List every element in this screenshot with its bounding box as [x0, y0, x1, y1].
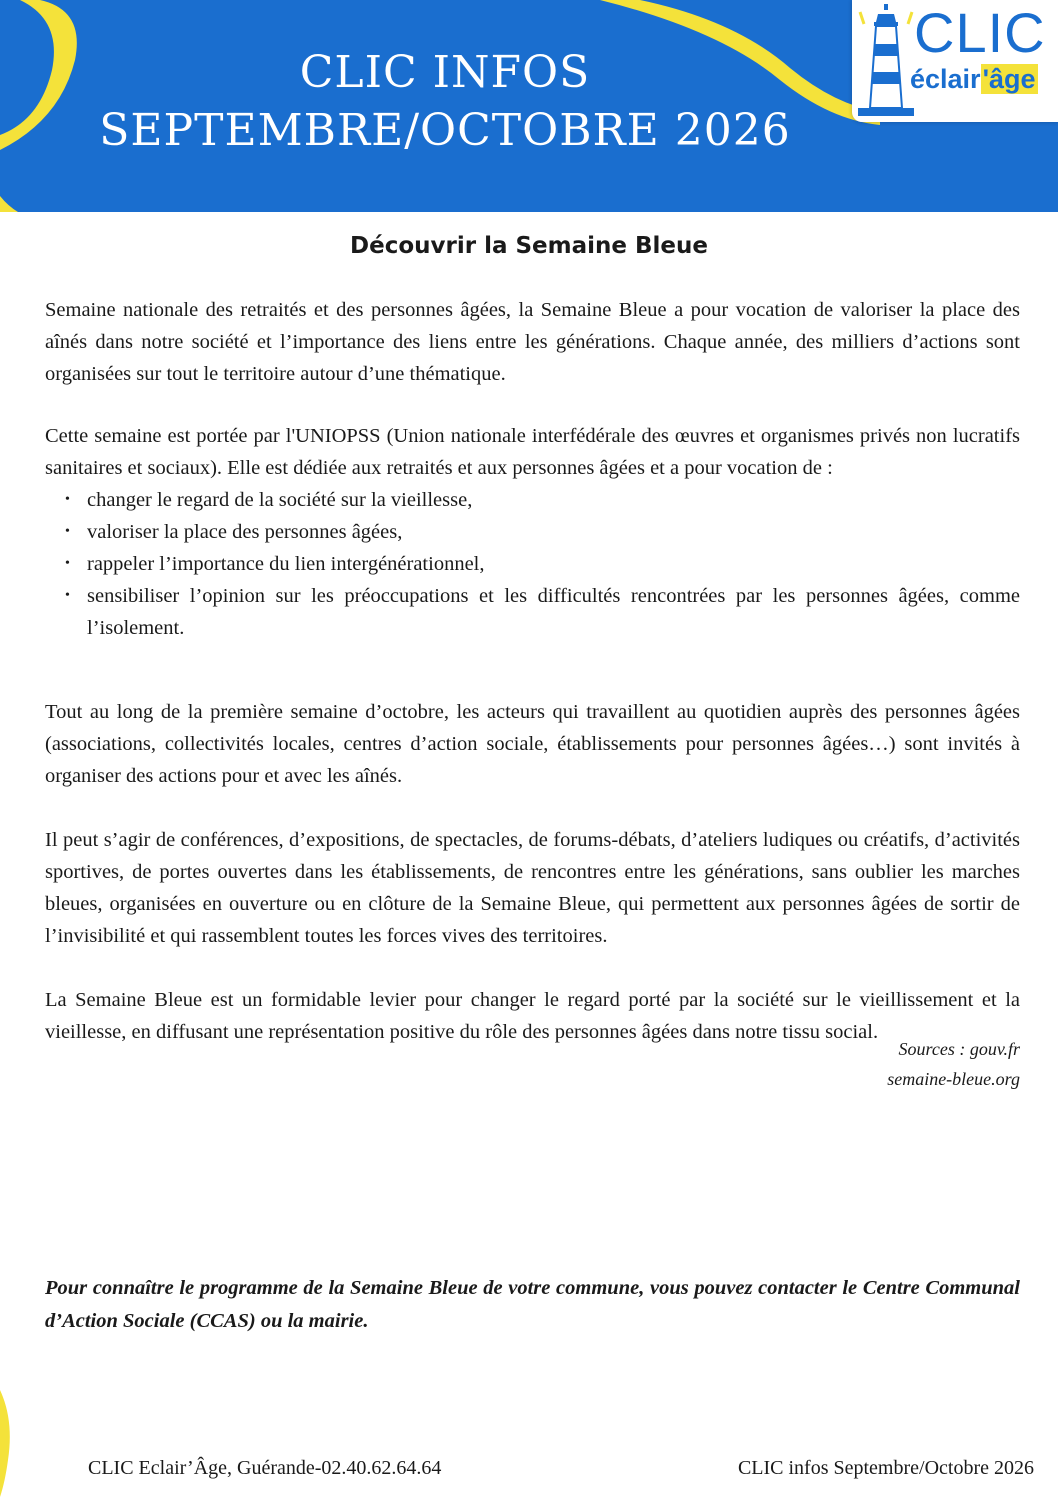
sources-line-2: semaine-bleue.org [887, 1069, 1020, 1089]
logo-subtitle [910, 64, 1038, 94]
sources [887, 1034, 1020, 1094]
list-item [65, 516, 1020, 548]
list-item-text: rappeler l’importance du lien intergénérationnel, [87, 553, 485, 575]
list-item-text: sensibiliser l’opinion sur les préoccupations et les difficultés rencontrées par les personnes âgées, comme l’isolement. [87, 585, 1020, 639]
clic-logo [852, 0, 1058, 122]
footer-edition: CLIC infos Septembre/Octobre 2026 [737, 1457, 1034, 1479]
list-item [65, 580, 1020, 644]
article-title: Découvrir la Semaine Bleue [350, 233, 708, 259]
bullet-icon: • [65, 556, 70, 571]
footer-contact: CLIC Eclair’Âge, Guérande-02.40.62.64.64 [88, 1457, 442, 1479]
bullet-icon: • [65, 492, 70, 507]
logo-clic-text: CLIC [914, 1, 1046, 64]
paragraph-activities: Il peut s’agir de conférences, d’expositions, de spectacles, de forums-débats, d’ateliers ludiques ou créatifs, d’activités sportives, de portes ouvertes dans les établissements, de rencontres entre les générations, sans oublier les marches bleues, organisées en ouverture ou en clôture de la Semaine Bleue, qui permettent aux personnes âgées de sortir de l’invisibilité et qui rassemblent toutes les forces vives des territoires. [45, 829, 1020, 947]
list-item-text: valoriser la place des personnes âgées, [87, 521, 403, 543]
list-item [65, 484, 1020, 516]
bullet-icon: • [65, 588, 70, 603]
article-body [45, 294, 1020, 1048]
lighthouse-icon [858, 4, 914, 116]
paragraph-intro: Semaine nationale des retraités et des personnes âgées, la Semaine Bleue a pour vocation de valoriser la place des aînés dans notre société et l’importance des liens entre les générations. Chaque année, des milliers d’actions sont organisées sur tout le territoire autour d’une thématique. [45, 299, 1020, 385]
paragraph-october: Tout au long de la première semaine d’octobre, les acteurs qui travaillent au quotidien auprès des personnes âgées (associations, collectivités locales, centres d’action sociale, établissements pour personnes âgées…) sont invités à organiser des actions pour et avec les aînés. [45, 701, 1020, 787]
contact-callout: Pour connaître le programme de la Semaine Bleue de votre commune, vous pouvez contacter le Centre Communal d’Action Sociale (CCAS) ou la mairie. [45, 1277, 1020, 1332]
title-line-2: SEPTEMBRE/OCTOBRE 2026 [99, 105, 791, 156]
vocation-list [45, 484, 1020, 644]
list-item-text: changer le regard de la société sur la vieillesse, [87, 489, 473, 511]
bullet-icon: • [65, 524, 70, 539]
paragraph-uniopss: Cette semaine est portée par l'UNIOPSS (Union nationale interfédérale des œuvres et organismes privés non lucratifs sanitaires et sociaux). Elle est dédiée aux retraités et aux personnes âgées et a pour vocation de : [45, 425, 1020, 479]
logo-subtitle-b: 'âge [982, 64, 1036, 94]
list-item [65, 548, 1020, 580]
sources-line-1: Sources : gouv.fr [898, 1039, 1020, 1059]
header-banner [0, 0, 1058, 212]
newsletter-title [0, 44, 890, 160]
logo-subtitle-a: éclair [910, 64, 981, 94]
yellow-corner-decoration [0, 1390, 30, 1497]
paragraph-conclusion: La Semaine Bleue est un formidable levier pour changer le regard porté par la société sur le vieillissement et la vieillesse, en diffusant une représentation positive du rôle des personnes âgées dans notre tissu social. [45, 989, 1020, 1043]
title-line-1: CLIC INFOS [299, 47, 591, 98]
